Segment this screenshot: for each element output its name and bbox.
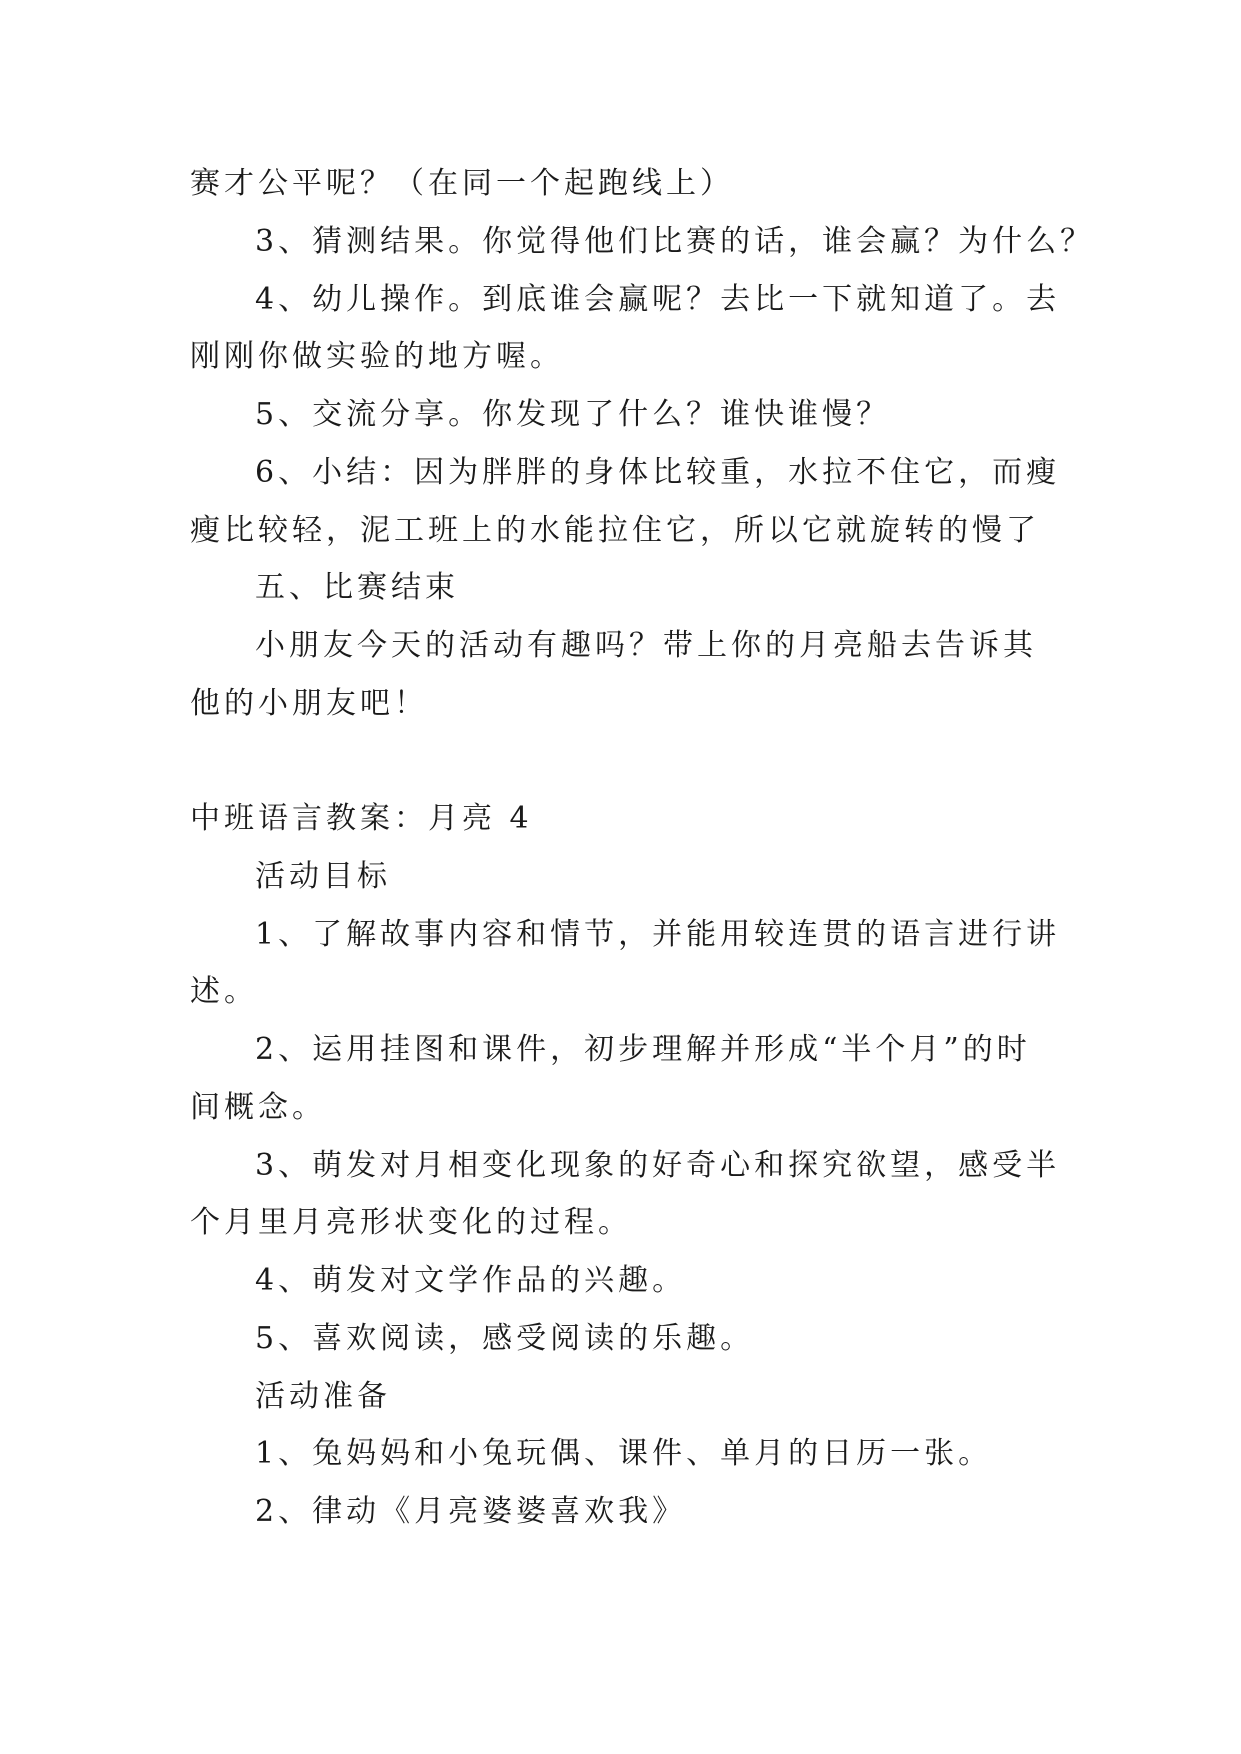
text-line: 赛才公平呢？（在同一个起跑线上） [190,166,734,201]
text-line: 2、律动《月亮婆婆喜欢我》 [255,1494,687,1529]
text-line: 他的小朋友吧！ [190,686,428,721]
text-line: 6、小结：因为胖胖的身体比较重，水拉不住它，而瘦 [255,455,1061,490]
text-line: 5、交流分享。你发现了什么？谁快谁慢？ [255,397,891,432]
text-line: 瘦比较轻，泥工班上的水能拉住它，所以它就旋转的慢了 [190,513,1040,548]
text-line: 1、了解故事内容和情节，并能用较连贯的语言进行讲 [255,917,1061,952]
text-line: 述。 [190,974,258,1009]
text-line: 1、兔妈妈和小兔玩偶、课件、单月的日历一张。 [255,1436,993,1471]
text-line: 5、喜欢阅读，感受阅读的乐趣。 [255,1321,755,1356]
text-line: 五、比赛结束 [255,570,459,605]
text-line: 3、萌发对月相变化现象的好奇心和探究欲望，感受半 [255,1148,1061,1183]
text-line: 小朋友今天的活动有趣吗？带上你的月亮船去告诉其 [255,628,1037,663]
section-title: 中班语言教案：月亮 4 [190,801,533,836]
text-line: 3、猜测结果。你觉得他们比赛的话，谁会赢？为什么？ [255,224,1095,259]
text-line: 刚刚你做实验的地方喔。 [190,339,564,374]
section-heading: 活动目标 [255,859,391,894]
text-line: 4、幼儿操作。到底谁会赢呢？去比一下就知道了。去 [255,282,1061,317]
text-line: 4、萌发对文学作品的兴趣。 [255,1263,687,1298]
text-line: 个月里月亮形状变化的过程。 [190,1205,632,1240]
text-line: 2、运用挂图和课件，初步理解并形成“半个月”的时 [255,1032,1031,1067]
section-heading: 活动准备 [255,1379,391,1414]
text-line: 间概念。 [190,1090,326,1125]
